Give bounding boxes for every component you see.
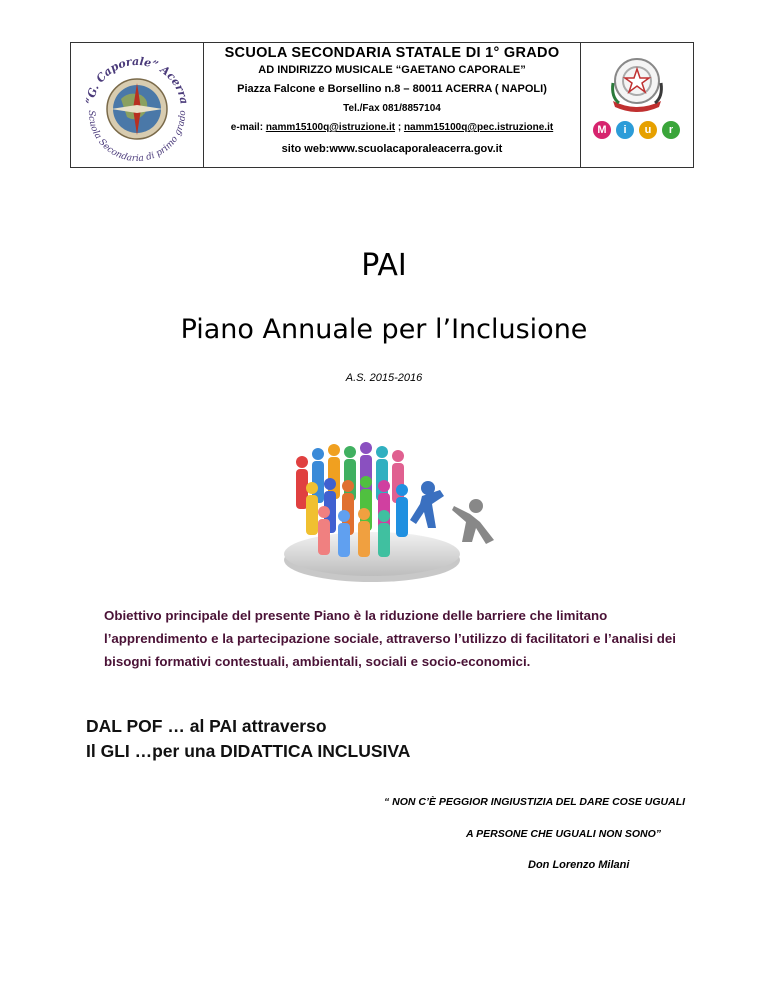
miur-letter-u: u: [639, 121, 657, 139]
school-year: A.S. 2015-2016: [345, 372, 423, 384]
svg-text:“G. Caporale” Acerra: “G. Caporale” Acerra: [83, 54, 191, 106]
quote-line-2: A PERSONE CHE UGUALI NON SONO”: [466, 828, 662, 840]
objective-paragraph: Obiettivo principale del presente Piano è la riduzione delle barriere che limitano l’apprendimento e la partecipazione sociale, attraverso l’utilizzo di facilitatori e l’analisi dei bisogni formativi contestuali, ambientali, sociali e socio-economici.: [104, 608, 676, 669]
miur-letter-m: M: [593, 121, 611, 139]
miur-logo: [593, 121, 680, 139]
phone: Tel./Fax 081/8857104: [343, 103, 441, 114]
document-subtitle: Piano Annuale per l’Inclusione: [180, 314, 588, 345]
school-info: [204, 43, 580, 167]
pof-line-2: Il GLI …per una DIDATTICA INCLUSIVA: [86, 741, 411, 761]
quote-author: Don Lorenzo Milani: [528, 859, 630, 871]
address-line-1: AD INDIRIZZO MUSICALE “GAETANO CAPORALE”: [258, 64, 526, 76]
address-line-2: Piazza Falcone e Borsellino n.8 – 80011 ACERRA ( NAPOLI): [237, 83, 547, 95]
quote-line-1: “ NON C’È PEGGIOR INGIUSTIZIA DEL DARE COSE UGUALI: [384, 796, 686, 808]
email-link-2[interactable]: namm15100q@pec.istruzione.it: [403, 122, 554, 133]
document-title: PAI: [361, 248, 407, 283]
miur-letter-i: i: [616, 121, 634, 139]
email-line: [204, 118, 580, 137]
school-logo-cell: [71, 43, 204, 167]
email-link-1[interactable]: namm15100q@istruzione.it: [265, 122, 396, 133]
email-label: e-mail:: [230, 122, 266, 133]
miur-letter-r: r: [662, 121, 680, 139]
email-separator: ;: [395, 122, 404, 133]
website[interactable]: sito web:www.scuolacaporaleacerra.gov.it: [281, 143, 503, 155]
republic-emblem: [581, 43, 693, 169]
pof-line-1: DAL POF … al PAI attraverso: [86, 716, 327, 736]
header-table: [70, 42, 694, 168]
school-name: SCUOLA SECONDARIA STATALE DI 1° GRADO: [224, 45, 560, 61]
svg-text:Scuola Secondaria di primo gra: Scuola Secondaria di primo grado: [85, 110, 189, 165]
inclusion-crowd-illustration: [272, 432, 512, 592]
republic-emblem-cell: [580, 43, 693, 167]
school-logo: [71, 43, 203, 169]
pof-heading: [86, 714, 410, 764]
